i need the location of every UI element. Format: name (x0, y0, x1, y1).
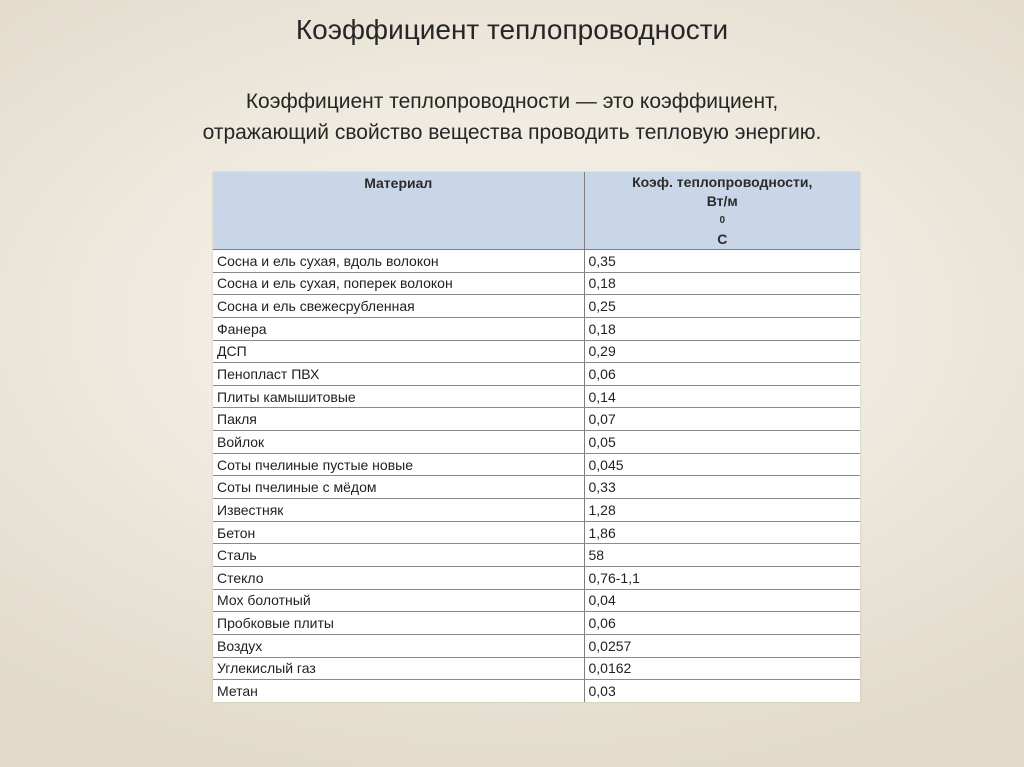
coefficient-cell: 0,045 (584, 453, 860, 476)
table-row (213, 250, 860, 273)
header-coefficient (584, 172, 860, 250)
coefficient-cell: 0,06 (584, 363, 860, 386)
table-row (213, 566, 860, 589)
table-row (213, 589, 860, 612)
table-row (213, 453, 860, 476)
table-row (213, 499, 860, 522)
coefficient-cell: 0,29 (584, 340, 860, 363)
material-cell: Соты пчелиные с мёдом (213, 476, 584, 499)
conductivity-table-container (213, 172, 860, 702)
material-cell: Соты пчелиные пустые новые (213, 453, 584, 476)
coefficient-cell: 0,18 (584, 272, 860, 295)
table-body (213, 250, 860, 702)
material-cell: Плиты камышитовые (213, 385, 584, 408)
material-cell: Пробковые плиты (213, 612, 584, 635)
table-row (213, 272, 860, 295)
coefficient-cell: 0,76-1,1 (584, 566, 860, 589)
material-cell: Сосна и ель сухая, вдоль волокон (213, 250, 584, 273)
table-header-row (213, 172, 860, 250)
table-row (213, 408, 860, 431)
table-row (213, 295, 860, 318)
header-coefficient-line-1: Коэф. теплопроводности, (632, 174, 813, 190)
coefficient-cell: 0,0162 (584, 657, 860, 680)
material-cell: Бетон (213, 521, 584, 544)
conductivity-table (213, 172, 860, 702)
material-cell: Сосна и ель свежесрубленная (213, 295, 584, 318)
table-row (213, 431, 860, 454)
slide-title: Коэффициент теплопроводности (295, 14, 729, 45)
header-unit-degree: 0 (719, 215, 726, 226)
material-cell: ДСП (213, 340, 584, 363)
table-row (213, 521, 860, 544)
coefficient-cell: 0,33 (584, 476, 860, 499)
coefficient-cell: 0,07 (584, 408, 860, 431)
coefficient-cell: 0,03 (588, 682, 616, 699)
header-material: Материал (213, 172, 584, 250)
material-cell: Пакля (213, 408, 584, 431)
coefficient-cell: 1,28 (584, 499, 860, 522)
coefficient-cell: 0,05 (584, 431, 860, 454)
table-row (213, 634, 860, 657)
definition-line-1: Коэффициент теплопроводности — это коэффициент, (245, 90, 779, 113)
material-cell: Воздух (213, 634, 584, 657)
coefficient-cell: 0,14 (584, 385, 860, 408)
coefficient-cell: 0,35 (584, 250, 860, 273)
material-cell: Известняк (213, 499, 584, 522)
table-row (213, 317, 860, 340)
table-row (213, 363, 860, 386)
table-row (213, 476, 860, 499)
table-row (213, 385, 860, 408)
coefficient-cell: 1,86 (584, 521, 860, 544)
header-coefficient-line-2 (585, 192, 861, 249)
header-unit-suffix: С (717, 231, 728, 247)
material-cell: Войлок (213, 431, 584, 454)
coefficient-cell: 0,04 (584, 589, 860, 612)
table-row (213, 680, 860, 702)
table-row (213, 340, 860, 363)
definition-line-2: отражающий свойство вещества проводить тепловую энергию. (202, 121, 822, 144)
table-row (213, 544, 860, 567)
definition-text (0, 86, 1024, 148)
material-cell: Углекислый газ (213, 657, 584, 680)
coefficient-cell: 58 (584, 544, 860, 567)
material-cell: Пенопласт ПВХ (213, 363, 584, 386)
header-unit-prefix: Вт/м (706, 193, 738, 209)
coefficient-cell: 0,06 (584, 612, 860, 635)
table-row (213, 612, 860, 635)
coefficient-cell: 0,25 (584, 295, 860, 318)
table-row (213, 657, 860, 680)
material-cell: Фанера (213, 317, 584, 340)
material-cell: Стекло (213, 566, 584, 589)
coefficient-cell: 0,18 (584, 317, 860, 340)
material-cell: Метан (213, 680, 584, 702)
material-cell: Сталь (213, 544, 584, 567)
coefficient-cell: 0,0257 (584, 634, 860, 657)
material-cell: Мох болотный (213, 589, 584, 612)
material-cell: Сосна и ель сухая, поперек волокон (213, 272, 584, 295)
